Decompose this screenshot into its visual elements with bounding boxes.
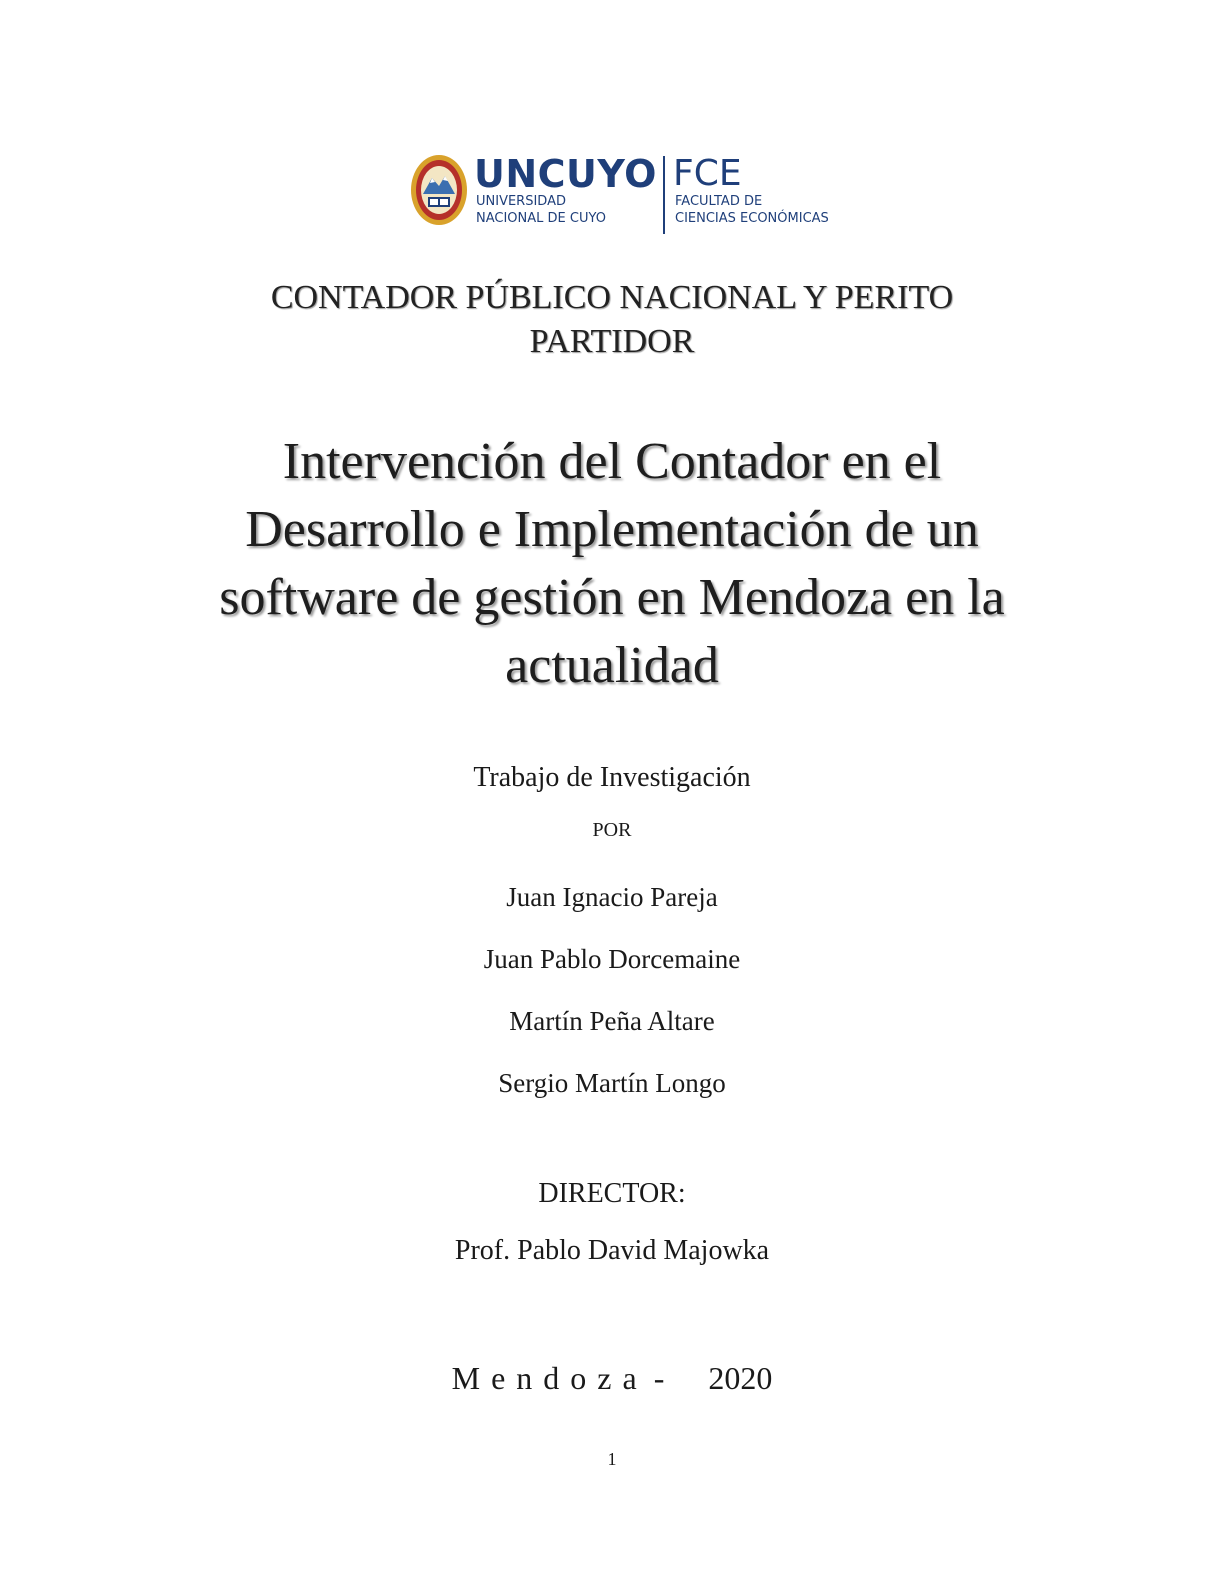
- author-name: Martín Peña Altare: [509, 1006, 715, 1036]
- work-type: Trabajo de Investigación: [473, 762, 751, 793]
- universidad-line-2: NACIONAL DE CUYO: [476, 211, 606, 226]
- facultad-line-1: FACULTAD DE: [675, 194, 763, 209]
- title-line-1: Intervención del Contador en el: [282, 433, 942, 490]
- university-seal-icon: [410, 154, 468, 226]
- director-name: Prof. Pablo David Majowka: [454, 1235, 770, 1266]
- thesis-title: [0, 428, 1224, 700]
- career-line-2: PARTIDOR: [529, 323, 695, 360]
- facultad-line-2: CIENCIAS ECONÓMICAS: [675, 211, 829, 226]
- universidad-line-1: UNIVERSIDAD: [476, 194, 566, 209]
- authors-list: [0, 866, 1224, 1114]
- place-separator: -: [653, 1360, 665, 1396]
- career-line-1: CONTADOR PÚBLICO NACIONAL Y PERITO: [270, 279, 954, 316]
- author-name: Sergio Martín Longo: [498, 1068, 726, 1098]
- fce-wordmark: FCE: [673, 153, 742, 194]
- uncuyo-wordmark: UNCUYO: [474, 152, 657, 196]
- university-logo: [410, 152, 850, 238]
- city: Mendoza: [451, 1360, 648, 1396]
- title-line-2: Desarrollo e Implementación de un: [245, 501, 979, 558]
- page-number: 1: [607, 1449, 617, 1469]
- by-label: POR: [592, 819, 632, 841]
- title-line-4: actualidad: [505, 637, 719, 694]
- place-and-year: [0, 1358, 1224, 1398]
- author-name: Juan Pablo Dorcemaine: [483, 944, 741, 974]
- title-line-3: software de gestión en Mendoza en la: [219, 569, 1005, 626]
- year: 2020: [708, 1360, 773, 1396]
- logo-divider: [663, 156, 665, 234]
- career-heading: [0, 276, 1224, 364]
- author-name: Juan Ignacio Pareja: [506, 882, 718, 912]
- director-label: DIRECTOR:: [538, 1178, 686, 1209]
